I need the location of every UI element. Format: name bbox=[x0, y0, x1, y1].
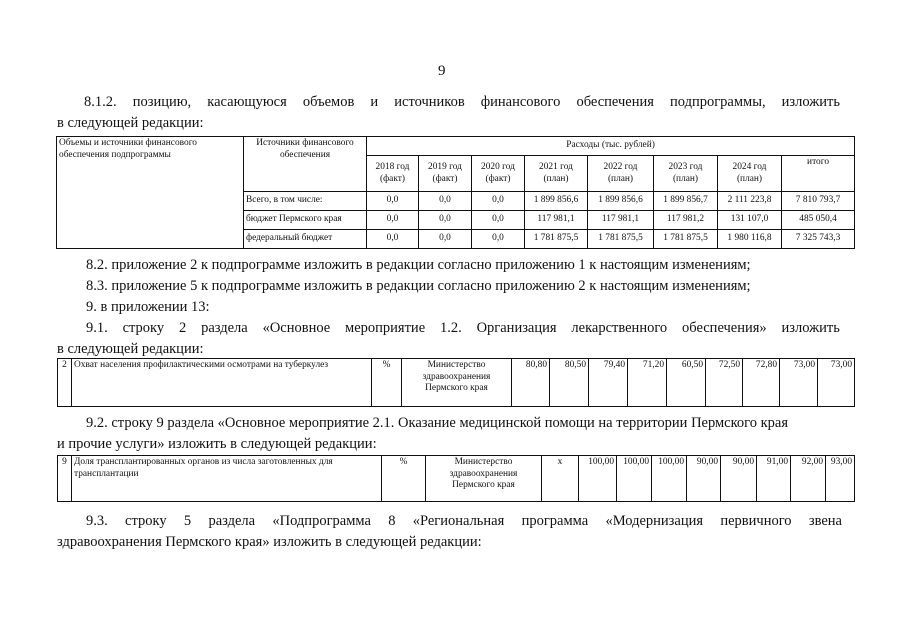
cell-value: 1 899 856,6 bbox=[525, 192, 588, 211]
cell-value: 73,00 bbox=[818, 359, 855, 407]
row-number: 9 bbox=[58, 456, 72, 502]
word: звена bbox=[808, 513, 842, 529]
unit: % bbox=[372, 359, 402, 407]
cell-value: 0,0 bbox=[419, 211, 472, 230]
cell-value: 117 981,2 bbox=[654, 211, 718, 230]
word: объемов bbox=[302, 94, 355, 110]
word: 9.3. bbox=[86, 513, 108, 529]
paragraph-9-2: 9.2. строку 9 раздела «Основное мероприятие 2.1. Оказание медицинской помощи на территории Пермского края bbox=[86, 415, 789, 431]
cell-value: 90,00 bbox=[721, 456, 757, 502]
cell-value: 71,20 bbox=[628, 359, 667, 407]
word: 8.1.2. bbox=[84, 94, 117, 110]
cell-value: 80,50 bbox=[550, 359, 589, 407]
responsible-org: Министерство здравоохранения Пермского края bbox=[402, 359, 512, 407]
word: лекарственного bbox=[571, 320, 668, 336]
paragraph-9-3 bbox=[86, 511, 842, 532]
word: раздела bbox=[208, 513, 256, 529]
row-label: федеральный бюджет bbox=[244, 230, 367, 249]
cell-value: 0,0 bbox=[367, 230, 419, 249]
cell-value: x bbox=[542, 456, 579, 502]
cell-value: 1 980 116,8 bbox=[718, 230, 782, 249]
paragraph-9-1-line2: в следующей редакции: bbox=[57, 341, 204, 357]
word: Организация bbox=[476, 320, 557, 336]
table-row bbox=[58, 456, 855, 502]
paragraph-8-2: 8.2. приложение 2 к подпрограмме изложить в редакции согласно приложению 1 к настоящим изменениям; bbox=[86, 257, 751, 273]
expenses-header: Расходы (тыс. рублей) bbox=[367, 137, 855, 156]
year-header: 2019 год (факт) bbox=[419, 156, 472, 192]
word: 2 bbox=[178, 320, 187, 336]
responsible-org: Министерство здравоохранения Пермского края bbox=[426, 456, 542, 502]
word: 8 bbox=[388, 513, 396, 529]
indicator-table-row-2 bbox=[57, 358, 855, 407]
financing-volume-header: Объемы и источники финансового обеспечения подпрограммы bbox=[57, 137, 244, 249]
cell-value: 2 111 223,8 bbox=[718, 192, 782, 211]
cell-value: 80,80 bbox=[512, 359, 550, 407]
word: 9.1. bbox=[86, 320, 108, 336]
cell-value: 91,00 bbox=[757, 456, 791, 502]
cell-value: 100,00 bbox=[617, 456, 652, 502]
cell-value: 117 981,1 bbox=[588, 211, 654, 230]
paragraph-8-3: 8.3. приложение 5 к подпрограмме изложить в редакции согласно приложению 2 к настоящим изменениям; bbox=[86, 278, 751, 294]
cell-value: 0,0 bbox=[367, 192, 419, 211]
word: «Подпрограмма bbox=[272, 513, 371, 529]
paragraph-9-2-line2: и прочие услуги» изложить в следующей редакции: bbox=[57, 436, 377, 452]
cell-value: 0,0 bbox=[419, 192, 472, 211]
cell-value: 60,50 bbox=[667, 359, 706, 407]
cell-value: 0,0 bbox=[367, 211, 419, 230]
paragraph-8-1-2 bbox=[84, 92, 840, 113]
word: строку bbox=[122, 320, 165, 336]
total-header: итого bbox=[782, 156, 855, 192]
cell-value: 7 810 793,7 bbox=[782, 192, 855, 211]
cell-value: 1 899 856,6 bbox=[588, 192, 654, 211]
cell-value: 485 050,4 bbox=[782, 211, 855, 230]
word: финансового bbox=[480, 94, 561, 110]
row-label: бюджет Пермского края bbox=[244, 211, 367, 230]
word: первичного bbox=[720, 513, 792, 529]
table-row bbox=[58, 359, 855, 407]
word: строку bbox=[125, 513, 167, 529]
cell-value: 1 781 875,5 bbox=[525, 230, 588, 249]
cell-value: 1 781 875,5 bbox=[588, 230, 654, 249]
page-number: 9 bbox=[438, 63, 446, 79]
cell-value: 1 899 856,7 bbox=[654, 192, 718, 211]
cell-value: 73,00 bbox=[780, 359, 818, 407]
word: подпрограммы, bbox=[669, 94, 766, 110]
word: обеспечения bbox=[576, 94, 654, 110]
paragraph-9: 9. в приложении 13: bbox=[86, 299, 210, 315]
cell-value: 79,40 bbox=[589, 359, 628, 407]
word: программа bbox=[521, 513, 589, 529]
cell-value: 7 325 743,3 bbox=[782, 230, 855, 249]
word: изложить bbox=[781, 320, 840, 336]
year-header: 2020 год (факт) bbox=[472, 156, 525, 192]
cell-value: 93,00 bbox=[826, 456, 855, 502]
year-header: 2021 год (план) bbox=[525, 156, 588, 192]
cell-value: 90,00 bbox=[687, 456, 721, 502]
cell-value: 0,0 bbox=[472, 230, 525, 249]
paragraph-line bbox=[86, 318, 840, 339]
word: источников bbox=[394, 94, 465, 110]
word: 1.2. bbox=[439, 320, 462, 336]
word: «Основное bbox=[262, 320, 331, 336]
word: мероприятие bbox=[345, 320, 426, 336]
word: позицию, bbox=[132, 94, 192, 110]
cell-value: 0,0 bbox=[472, 211, 525, 230]
paragraph-line bbox=[86, 511, 842, 532]
year-header: 2024 год (план) bbox=[718, 156, 782, 192]
indicator-name: Доля трансплантированных органов из числа заготовленных для трансплантации bbox=[72, 456, 382, 502]
year-header: 2018 год (факт) bbox=[367, 156, 419, 192]
cell-value: 131 107,0 bbox=[718, 211, 782, 230]
cell-value: 1 781 875,5 bbox=[654, 230, 718, 249]
cell-value: 100,00 bbox=[579, 456, 617, 502]
row-number: 2 bbox=[58, 359, 72, 407]
word: раздела bbox=[201, 320, 248, 336]
cell-value: 92,00 bbox=[791, 456, 826, 502]
word: «Модернизация bbox=[605, 513, 704, 529]
unit: % bbox=[382, 456, 426, 502]
cell-value: 117 981,1 bbox=[525, 211, 588, 230]
year-header: 2022 год (план) bbox=[588, 156, 654, 192]
cell-value: 0,0 bbox=[419, 230, 472, 249]
cell-value: 72,80 bbox=[743, 359, 780, 407]
word: 5 bbox=[183, 513, 192, 529]
word: обеспечения» bbox=[682, 320, 767, 336]
indicator-name: Охват населения профилактическими осмотрами на туберкулез bbox=[72, 359, 372, 407]
word: касающуюся bbox=[207, 94, 287, 110]
cell-value: 0,0 bbox=[472, 192, 525, 211]
cell-value: 100,00 bbox=[652, 456, 687, 502]
financing-table bbox=[56, 136, 855, 249]
paragraph-8-1-2-line2: в следующей редакции: bbox=[57, 115, 204, 131]
indicator-table-row-9 bbox=[57, 455, 855, 502]
paragraph-line bbox=[84, 92, 840, 113]
word: и bbox=[370, 94, 379, 110]
financing-source-header: Источники финансового обеспечения bbox=[244, 137, 367, 192]
paragraph-9-3-line2: здравоохранения Пермского края» изложить в следующей редакции: bbox=[57, 534, 482, 550]
year-header: 2023 год (план) bbox=[654, 156, 718, 192]
word: изложить bbox=[781, 94, 840, 110]
paragraph-9-1 bbox=[86, 318, 840, 339]
cell-value: 72,50 bbox=[706, 359, 743, 407]
word: «Региональная bbox=[412, 513, 505, 529]
row-label: Всего, в том числе: bbox=[244, 192, 367, 211]
